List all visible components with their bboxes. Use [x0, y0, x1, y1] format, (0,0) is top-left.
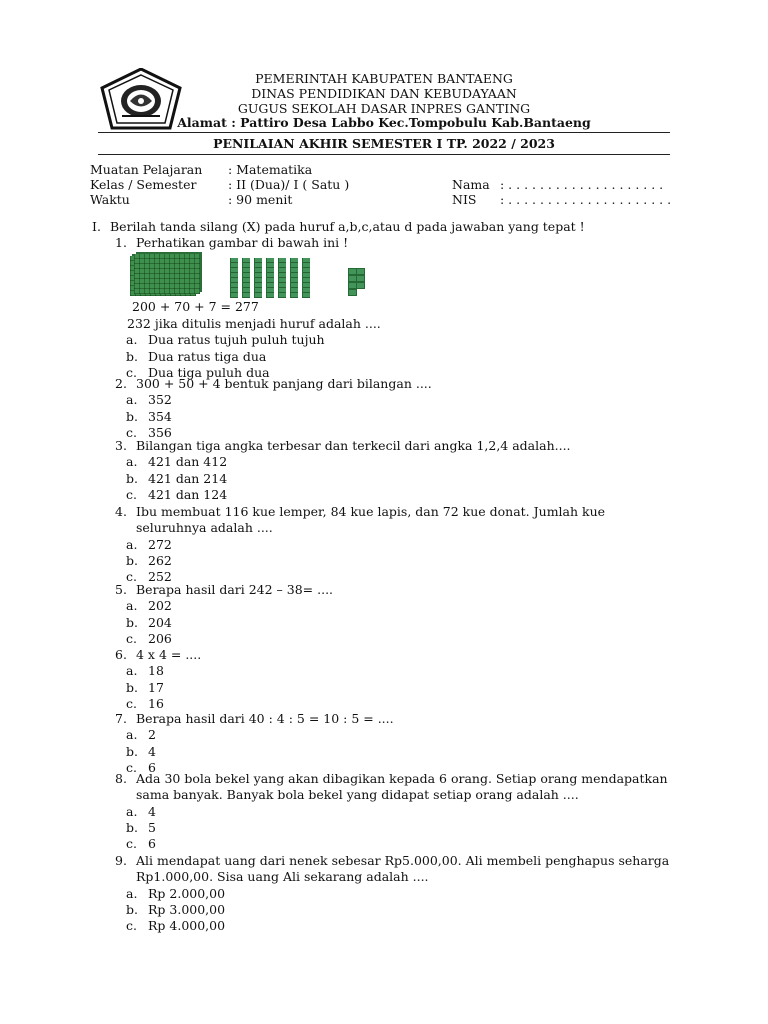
option-letter: b. [126, 614, 138, 630]
option-text: 356 [148, 424, 172, 440]
option-text: 206 [148, 630, 172, 646]
option-text: 18 [148, 663, 164, 679]
option-text: Dua ratus tiga dua [148, 348, 267, 364]
option-text: 421 dan 412 [148, 454, 228, 470]
option-text: 202 [148, 598, 172, 614]
answer-option[interactable] [126, 696, 164, 712]
option-letter: a. [126, 663, 138, 679]
option-text: 352 [148, 392, 172, 408]
answer-option[interactable] [126, 471, 227, 487]
option-letter: a. [126, 598, 138, 614]
option-letter: c. [126, 424, 137, 440]
name-field[interactable]: : . . . . . . . . . . . . . . . . . . . . [500, 177, 664, 192]
subject-value: : Matematika [228, 162, 313, 177]
time-label: Waktu [90, 192, 130, 207]
subject-label: Muatan Pelajaran [90, 162, 203, 177]
answer-option[interactable] [126, 598, 172, 614]
ten-rod [278, 258, 286, 298]
section-number: I. [92, 219, 101, 234]
option-letter: c. [126, 569, 137, 585]
question-number: 2. [115, 376, 127, 391]
option-letter: a. [126, 392, 138, 408]
answer-option[interactable] [126, 727, 156, 743]
option-letter: a. [126, 332, 138, 348]
one-cube [356, 282, 365, 289]
question-text: Perhatikan gambar di bawah ini ! [136, 235, 349, 250]
option-text: 272 [148, 536, 172, 552]
option-letter: c. [126, 364, 137, 380]
option-letter: b. [126, 743, 138, 759]
option-text: Rp 4.000,00 [148, 918, 226, 934]
answer-option[interactable] [126, 918, 225, 934]
question-text: Rp1.000,00. Sisa uang Ali sekarang adalah .... [136, 869, 429, 885]
option-letter: b. [126, 901, 138, 917]
question-number: 8. [115, 771, 127, 786]
option-letter: c. [126, 630, 137, 646]
one-cube [356, 275, 365, 282]
option-letter: b. [126, 470, 138, 486]
option-text: Rp 2.000,00 [148, 885, 226, 901]
option-text: Rp 3.000,00 [148, 901, 226, 917]
option-letter: b. [126, 348, 138, 364]
option-letter: c. [126, 759, 137, 775]
answer-option[interactable] [126, 349, 266, 365]
time-value: : 90 menit [228, 192, 293, 207]
exam-title: PENILAIAN AKHIR SEMESTER I TP. 2022 / 2023 [213, 136, 555, 151]
option-letter: c. [126, 918, 137, 934]
answer-option[interactable] [126, 663, 164, 679]
answer-option[interactable] [126, 392, 172, 408]
class-label: Kelas / Semester [90, 177, 197, 192]
question-number: 7. [115, 711, 127, 726]
answer-option[interactable] [126, 836, 156, 852]
answer-option[interactable] [126, 804, 156, 820]
ten-rod [242, 258, 250, 298]
question-text: 4 x 4 = .... [136, 647, 202, 662]
option-letter: a. [126, 454, 138, 470]
option-text: 16 [148, 695, 164, 711]
ten-rod [266, 258, 274, 298]
option-letter: a. [126, 885, 138, 901]
nis-field[interactable]: : . . . . . . . . . . . . . . . . . . . . . [500, 192, 672, 207]
answer-option[interactable] [126, 409, 172, 425]
option-text: 2 [148, 727, 156, 743]
question-followup: 232 jika ditulis menjadi huruf adalah .... [127, 316, 381, 331]
option-letter: b. [126, 552, 138, 568]
answer-option[interactable] [126, 615, 172, 631]
answer-option[interactable] [126, 902, 225, 918]
name-label: Nama [452, 177, 490, 192]
option-text: 252 [148, 569, 172, 585]
header-department: DINAS PENDIDIKAN DAN KEBUDAYAAN [251, 86, 517, 101]
option-letter: b. [126, 408, 138, 424]
ten-rod [254, 258, 262, 298]
option-text: 204 [148, 614, 172, 630]
question-number: 3. [115, 438, 127, 453]
header-government: PEMERINTAH KABUPATEN BANTAENG [255, 71, 513, 86]
question-text: 300 + 50 + 4 bentuk panjang dari bilangan .... [136, 376, 432, 391]
question-text: Berapa hasil dari 40 : 4 : 5 = 10 : 5 = .... [136, 711, 394, 726]
question-text: Ibu membuat 116 kue lemper, 84 kue lapis, dan 72 kue donat. Jumlah kue [136, 504, 606, 519]
option-text: 6 [148, 836, 156, 852]
ten-rod [290, 258, 298, 298]
question-text: Ali mendapat uang dari nenek sebesar Rp5.000,00. Ali membeli penghapus seharga [136, 853, 670, 868]
question-text: Bilangan tiga angka terbesar dan terkecil dari angka 1,2,4 adalah.... [136, 438, 571, 453]
title-divider [98, 154, 670, 155]
question-number: 6. [115, 647, 127, 662]
option-text: 6 [148, 759, 156, 775]
question-text: seluruhnya adalah .... [136, 520, 273, 536]
option-text: 4 [148, 743, 156, 759]
option-text: 421 dan 124 [148, 486, 228, 502]
option-text: 262 [148, 552, 172, 568]
question-text: Berapa hasil dari 242 – 38= .... [136, 582, 334, 597]
question-number: 9. [115, 853, 127, 868]
header-address: Alamat : Pattiro Desa Labbo Kec.Tompobulu Kab.Bantaeng [177, 115, 591, 130]
class-value: : II (Dua)/ I ( Satu ) [228, 177, 350, 192]
option-text: 5 [148, 819, 156, 835]
option-letter: a. [126, 803, 138, 819]
section-instruction: Berilah tanda silang (X) pada huruf a,b,c,atau d pada jawaban yang tepat ! [110, 219, 585, 234]
answer-option[interactable] [126, 487, 227, 503]
nis-label: NIS [452, 192, 477, 207]
answer-option[interactable] [126, 553, 172, 569]
answer-option[interactable] [126, 886, 225, 902]
option-letter: c. [126, 836, 137, 852]
answer-option[interactable] [126, 680, 164, 696]
ten-rod [302, 258, 310, 298]
option-letter: a. [126, 727, 138, 743]
option-text: 354 [148, 408, 172, 424]
option-text: 421 dan 214 [148, 470, 228, 486]
header-divider [98, 132, 670, 133]
option-letter: c. [126, 695, 137, 711]
question-number: 1. [115, 235, 127, 250]
question-number: 5. [115, 582, 127, 597]
question-text: sama banyak. Banyak bola bekel yang didapat setiap orang adalah .... [136, 787, 579, 803]
option-text: 17 [148, 679, 164, 695]
question-text: Ada 30 bola bekel yang akan dibagikan kepada 6 orang. Setiap orang mendapatkan [136, 771, 668, 786]
figure-caption: 200 + 70 + 7 = 277 [132, 299, 259, 314]
place-value-blocks-figure [130, 254, 380, 298]
question-number: 4. [115, 504, 127, 519]
option-text: 4 [148, 803, 156, 819]
option-letter: b. [126, 819, 138, 835]
option-letter: c. [126, 486, 137, 502]
option-text: Dua tiga puluh dua [148, 364, 270, 380]
one-cube [356, 268, 365, 275]
header-school-cluster: GUGUS SEKOLAH DASAR INPRES GANTING [237, 101, 531, 116]
answer-option[interactable] [126, 454, 227, 470]
one-cube [348, 289, 357, 296]
option-text: Dua ratus tujuh puluh tujuh [148, 332, 325, 348]
ten-rod [230, 258, 238, 298]
answer-option[interactable] [126, 820, 156, 836]
option-letter: b. [126, 679, 138, 695]
answer-option[interactable] [126, 631, 172, 647]
answer-option[interactable] [126, 744, 156, 760]
answer-option[interactable] [126, 537, 172, 553]
hundred-block [134, 254, 200, 294]
option-letter: a. [126, 536, 138, 552]
answer-option[interactable] [126, 332, 325, 348]
